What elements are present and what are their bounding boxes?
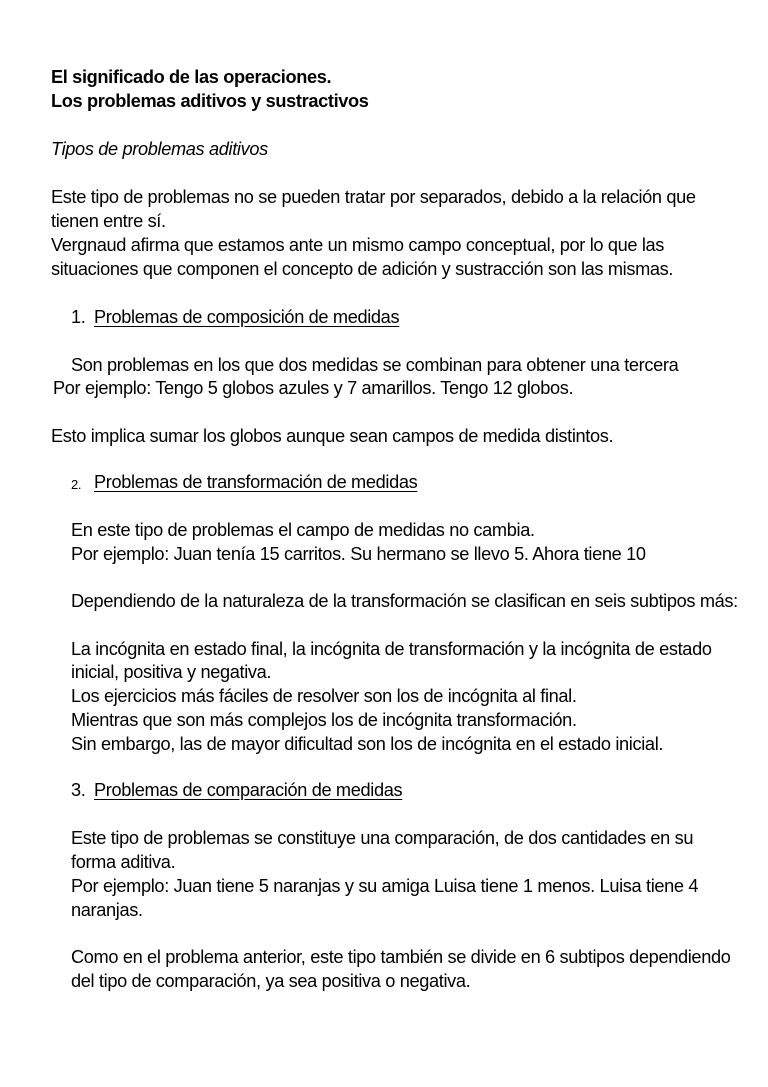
intro-line-1: Este tipo de problemas no se pueden tratar por separados, debido a la relación que: [51, 187, 696, 207]
subtitle: Tipos de problemas aditivos: [51, 139, 268, 159]
section1-line-2: Por ejemplo: Tengo 5 globos azules y 7 amarillos. Tengo 12 globos.: [53, 378, 574, 398]
intro-line-2: tienen entre sí.: [51, 211, 166, 231]
section3-line-4: naranjas.: [71, 900, 143, 920]
section2-detail-1: La incógnita en estado final, la incógnita de transformación y la incógnita de estado: [71, 639, 712, 659]
section2-detail-4: Mientras que son más complejos los de incógnita transformación.: [71, 710, 577, 730]
section1-number: 1.: [71, 307, 86, 327]
section2-detail-5: Sin embargo, las de mayor dificultad son los de incógnita en el estado inicial.: [71, 734, 664, 754]
section3-line-3: Por ejemplo: Juan tiene 5 naranjas y su amiga Luisa tiene 1 menos. Luisa tiene 4: [71, 876, 699, 896]
title-line-2: Los problemas aditivos y sustractivos: [51, 91, 369, 111]
section3-heading: Problemas de comparación de medidas: [94, 780, 403, 800]
section3-line-2: forma aditiva.: [71, 852, 176, 872]
section2-detail-3: Los ejercicios más fáciles de resolver son los de incógnita al final.: [71, 686, 577, 706]
section3-number: 3.: [71, 780, 86, 800]
section1-note: Esto implica sumar los globos aunque sean campos de medida distintos.: [51, 426, 614, 446]
section1-line-1: Son problemas en los que dos medidas se combinan para obtener una tercera: [71, 355, 679, 375]
section2-line-2: Por ejemplo: Juan tenía 15 carritos. Su hermano se llevo 5. Ahora tiene 10: [71, 544, 646, 564]
intro-line-3: Vergnaud afirma que estamos ante un mismo campo conceptual, por lo que las: [51, 235, 665, 255]
section2-classify: Dependiendo de la naturaleza de la transformación se clasifican en seis subtipos más:: [71, 591, 738, 611]
title-line-1: El significado de las operaciones.: [51, 67, 332, 87]
section2-detail-2: inicial, positiva y negativa.: [71, 662, 272, 682]
section3-closing-1: Como en el problema anterior, este tipo también se divide en 6 subtipos dependiendo: [71, 947, 731, 967]
section3-closing-2: del tipo de comparación, ya sea positiva o negativa.: [71, 971, 471, 991]
intro-line-4: situaciones que componen el concepto de adición y sustracción son las mismas.: [51, 259, 674, 279]
section2-number: 2.: [71, 477, 82, 492]
section2-line-1: En este tipo de problemas el campo de medidas no cambia.: [71, 520, 535, 540]
section2-heading: Problemas de transformación de medidas: [94, 472, 418, 492]
section1-heading: Problemas de composición de medidas: [94, 307, 400, 327]
section3-line-1: Este tipo de problemas se constituye una comparación, de dos cantidades en su: [71, 828, 694, 848]
